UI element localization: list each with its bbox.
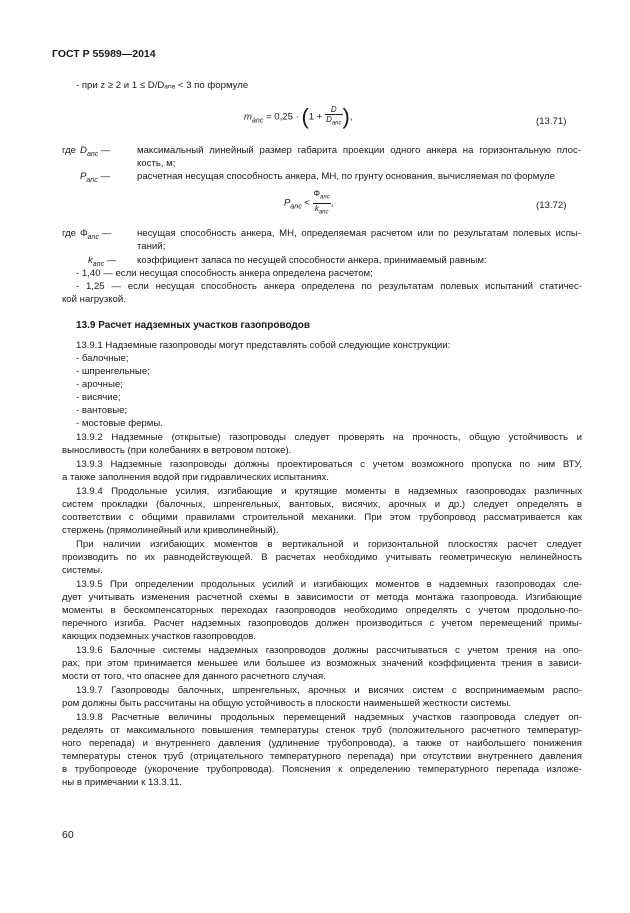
def-D-anc-line1: максимальный линейный размер габарита проекции одного анкера на горизонтальную плос- xyxy=(137,145,581,156)
body-line: 13.9.6 Балочные системы надземных газопроводов должны рассчитываться с учетом трения на опо- xyxy=(76,645,582,656)
condition-line xyxy=(76,80,248,91)
body-line: систем прокладки (балочных, шпренгельных, вантовых, висячих, арочных и др.) следует определять в xyxy=(62,499,582,510)
dash: — xyxy=(100,145,111,156)
body-line: системы. xyxy=(62,565,103,576)
def-Phi-anc-line2: таний; xyxy=(137,241,166,252)
body-line: перечного изгиба. Расчет надземных газопроводов должен производиться с учетом перемещений примы- xyxy=(62,618,582,629)
eq2-num: Φ xyxy=(313,189,321,198)
equation-number-13-71: (13.71) xyxy=(536,116,567,127)
sym-P-sub: anc xyxy=(86,176,98,184)
eq2-lhs: P xyxy=(284,197,291,209)
eq1-den-sub: anc xyxy=(331,120,342,127)
body-line: ром должны быть рассчитаны на общую устойчивость в плоскости наименьшей жесткости системы. xyxy=(62,698,512,709)
where-label-2: где xyxy=(62,228,77,239)
sym-D: D xyxy=(80,145,87,156)
equation-13-71: $m_{anc} = 0,25 \cdot (1$ + $\frac{D}{D_{anc}}$ ), xyxy=(244,104,353,129)
eq1-lhs-sub: anc xyxy=(252,117,264,125)
sym-k-sub: anc xyxy=(92,260,105,268)
body-line: дует учитывать изменения расчетной схемы в зависимости от метода монтажа газопровода. Изгибающие xyxy=(62,592,582,603)
dash: — xyxy=(100,171,110,182)
symbol-D-anc xyxy=(80,145,111,158)
document-header: ГОСТ Р 55989—2014 xyxy=(52,48,156,60)
eq2-den: k xyxy=(314,203,319,213)
dash: — xyxy=(101,228,112,239)
body-line: 13.9.3 Надземные газопроводы должны проектироваться с учетом возможного пропуска по ним ВТУ, xyxy=(76,459,582,470)
sym-D-sub: anc xyxy=(86,150,99,158)
eq1-tail: , xyxy=(349,111,353,123)
def-k-anc: коэффициент запаса по несущей способности анкера, принимаемый равным: xyxy=(137,255,487,266)
sym-k: k xyxy=(88,255,93,266)
body-line: производить по их равнодействующей. В расчетах необходимо учитывать геометрическую нелинейность xyxy=(62,552,582,563)
eq2-num-sub: anc xyxy=(320,194,330,201)
body-line: 13.9.2 Надземные (открытые) газопроводы следует проверять на прочность, общую устойчивость и xyxy=(76,432,582,443)
body-line: 13.9.7 Газопроводы балочных, шпренгельных, арочных и висячих систем с воспринимаемым распо- xyxy=(76,685,582,696)
body-line: соответствии с общими правилами строительной механики. При этом трубопровод рассматривается как xyxy=(62,512,582,523)
equation-number-13-72: (13.72) xyxy=(536,200,567,211)
body-line: ны в примечании к 13.3.11. xyxy=(62,777,182,788)
body-line: в трубопроводе (укорочение трубопровода). Пояснения к определению температурного перепада изложе- xyxy=(62,764,582,775)
body-line: - висячие; xyxy=(76,392,121,403)
k-anc-item-2-line2: кой нагрузкой. xyxy=(62,294,126,305)
eq2-fraction xyxy=(313,189,331,217)
body-line: выносливость (при колебаниях в ветровом потоке). xyxy=(62,445,292,456)
k-anc-item-2-line1: - 1,25 — если несущая способность анкера определена по результатам полевых испытаний статичес- xyxy=(76,281,582,292)
body-line: ределять от максимального повышения температуры стенок труб (положительного расчетного температур- xyxy=(62,725,582,736)
eq2-tail: , xyxy=(330,197,334,209)
sym-Phi: Φ xyxy=(80,228,88,239)
symbol-Phi-anc xyxy=(80,228,111,241)
where-label-1: где xyxy=(62,145,77,156)
body-line: кающих подземных участков газопроводов. xyxy=(62,631,256,642)
body-line: - арочные; xyxy=(76,379,123,390)
body-line: - шпренгельные; xyxy=(76,366,150,377)
eq1-num: D xyxy=(330,105,337,115)
body-line: ного перепада) и внутреннего давления (удлинение трубопровода), а также от наибольшего понижения xyxy=(62,738,582,749)
condition-text: - при z ≥ 2 и 1 ≤ D/Dₐₙₑ < 3 по формуле xyxy=(76,80,249,91)
eq1-lhs: m xyxy=(244,111,252,123)
body-line: стержень (прямолинейный или криволинейный). xyxy=(62,525,279,536)
eq1-fraction xyxy=(325,105,342,129)
sym-Phi-sub: anc xyxy=(87,233,99,241)
body-line: 13.9.8 Расчетные величины продольных перемещений надземных участков газопровода следует оп- xyxy=(76,712,582,723)
sym-P: P xyxy=(80,171,87,182)
page-number: 60 xyxy=(62,829,74,841)
body-line: рах, при этом принимается меньшее или большее из возможных значений коэффициента трения в зависи- xyxy=(62,658,582,669)
body-line: - балочные; xyxy=(76,353,129,364)
body-line: 13.9.4 Продольные усилия, изгибающие и крутящие моменты в надземных газопроводах различных xyxy=(76,486,582,497)
def-D-anc-line2: кость, м; xyxy=(137,158,176,169)
equation-13-72 xyxy=(284,189,333,217)
dash: — xyxy=(106,255,117,266)
body-line: мости от того, что опаснее для данного расчетного случая. xyxy=(62,671,326,682)
body-line: а также заполнения водой при гидравлических испытаниях. xyxy=(62,472,329,483)
eq2-rel: < xyxy=(304,197,310,209)
k-anc-item-1: - 1,40 — если несущая способность анкера определена расчетом; xyxy=(76,268,373,279)
body-line: 13.9.1 Надземные газопроводы могут представлять собой следующие конструкции: xyxy=(76,340,451,351)
body-line: - вантовые; xyxy=(76,405,128,416)
eq1-one: 1 + xyxy=(308,111,323,123)
body-line: - мостовые фермы. xyxy=(76,418,163,429)
eq1-den: D xyxy=(326,115,332,125)
eq1-coef: = 0,25 · xyxy=(265,111,299,123)
body-line: моменты в бескомпенсаторных переходах газопроводов необходимо определять с учетом продольно-по- xyxy=(62,605,582,616)
symbol-k-anc xyxy=(88,255,116,268)
eq2-lhs-sub: anc xyxy=(290,203,302,211)
body-line: 13.9.5 При определении продольных усилий и изгибающих моментов в надземных газопроводах сле- xyxy=(76,579,582,590)
symbol-P-anc xyxy=(80,171,110,184)
def-Phi-anc-line1: несущая способность анкера, МН, определяемая расчетом или по результатам полевых испы- xyxy=(137,228,581,239)
body-line: При наличии изгибающих моментов в вертикальной и горизонтальной плоскостях расчет следует xyxy=(76,539,582,550)
def-P-anc: расчетная несущая способность анкера, МН, по грунту основания, вычисляемая по формуле xyxy=(137,171,555,182)
section-heading: 13.9 Расчет надземных участков газопроводов xyxy=(76,320,311,331)
eq2-den-sub: anc xyxy=(318,209,329,216)
body-line: температуры стенок труб (отрицательного температурного перепада) при отсутствии внутреннего давления xyxy=(62,751,582,762)
